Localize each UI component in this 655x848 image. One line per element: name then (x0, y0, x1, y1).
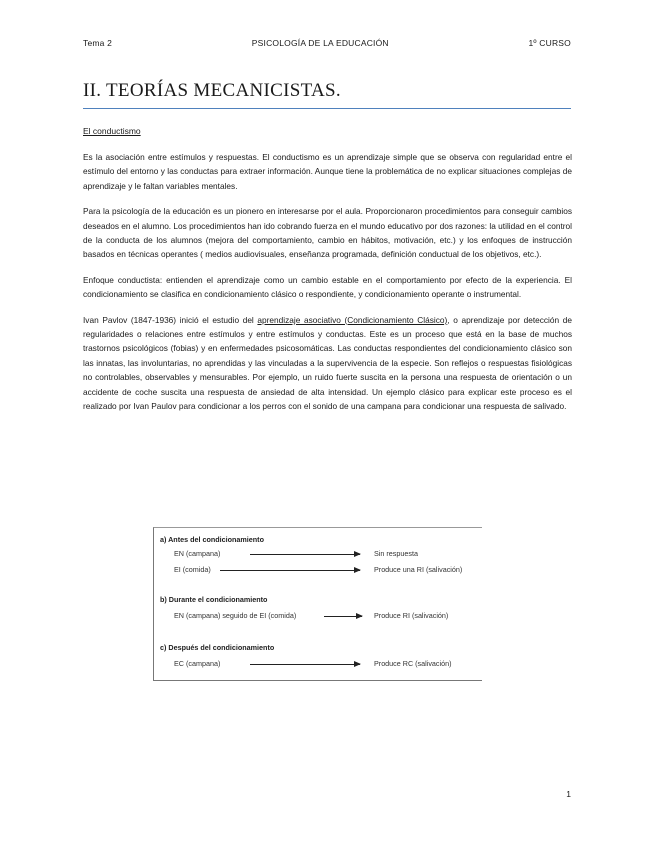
page-number: 1 (566, 789, 571, 799)
page-title: II. TEORÍAS MECANICISTAS. (83, 80, 571, 109)
figure-c-stimulus: EC (campana) (174, 659, 221, 668)
header-topic: Tema 2 (83, 38, 113, 48)
figure-a-stimulus-1: EN (campana) (174, 549, 221, 558)
header-course: 1º CURSO (528, 38, 571, 48)
arrow-b1 (324, 616, 362, 617)
figure-a-response-1: Sin respuesta (374, 549, 418, 558)
figure-a-stimulus-2: EI (comida) (174, 565, 211, 574)
section-heading: El conductismo (83, 126, 141, 136)
paragraph-approach: Enfoque conductista: entienden el aprendizaje como un cambio estable en el comportamiento por efecto de la experiencia. El condicionamiento se clasifica en condicionamiento clásico o respondiente, y condicionamiento operante o instrumental. (83, 274, 572, 300)
associative-learning-term: aprendizaje asociativo (Condicionamiento Clásico) (257, 314, 448, 325)
arrow-a1 (250, 554, 360, 555)
body-text (83, 150, 572, 425)
conditioning-diagram (153, 527, 482, 681)
figure-b-response: Produce RI (salivación) (374, 611, 449, 620)
figure-c-response: Produce RC (salivación) (374, 659, 452, 668)
figure-heading-during: b) Durante el condicionamiento (160, 595, 268, 604)
paragraph-pavlov (83, 313, 572, 414)
pavlov-text-after: , o aprendizaje por detección de regularidades o relaciones entre estímulos y entre estímulos y conductas. Este es un proceso que está en la base de muchos trastornos psicológicos (fobias) y en enfermedades psicosomáticas. Las conductas respondientes del condicionamiento clásico son las innatas, las involuntarias, no aprendidas y las vinculadas a la supervivencia de la especie. Son reflejos o respuestas fisiológicas no controlables, observables y mensurables. Por ejemplo, un ruido fuerte suscita en la persona una respuesta de orientación o un accidente de coche suscita una respuesta de ansiedad de alta intensidad. Un ejemplo clásico para explicar este proceso es el realizado por Ivan Paulov para condicionar a los perros con el sonido de una campana para condicionar una respuesta de salivado. (83, 314, 572, 412)
page-header (83, 38, 571, 48)
arrow-a2 (220, 570, 360, 571)
header-subject: PSICOLOGÍA DE LA EDUCACIÓN (251, 38, 389, 48)
figure-heading-after: c) Después del condicionamiento (160, 643, 275, 652)
arrow-c1 (250, 664, 360, 665)
figure-a-response-2: Produce una RI (salivación) (374, 565, 463, 574)
pavlov-text-before: Ivan Pavlov (1847-1936) inició el estudio del (83, 314, 258, 325)
paragraph-definition: Es la asociación entre estímulos y respuestas. El conductismo es un aprendizaje simple que se observa con regularidad entre el estímulo del entorno y las conductas para extraer información. Aunque tiene la problemática de no explicar situaciones complejas de aprendizaje y le faltan variables mentales. (83, 152, 572, 191)
figure-b-stimulus: EN (campana) seguido de EI (comida) (174, 611, 297, 620)
figure-heading-before: a) Antes del condicionamiento (160, 535, 264, 544)
paragraph-education: Para la psicología de la educación es un pionero en interesarse por el aula. Proporcionaron procedimientos para conseguir cambios deseados en el alumno. Los procedimientos han ido cobrando fuerza en el mundo educativo por dos razones: la utilidad en el control de la conducta de los alumnos (mejora del comportamiento, cambio en hábitos, motivación, etc.) y los enfoques de instrucción basados en técnicas operantes ( medios audiovisuales, enseñanza programada, definición conductual de los objetivos, etc.). (83, 206, 572, 260)
